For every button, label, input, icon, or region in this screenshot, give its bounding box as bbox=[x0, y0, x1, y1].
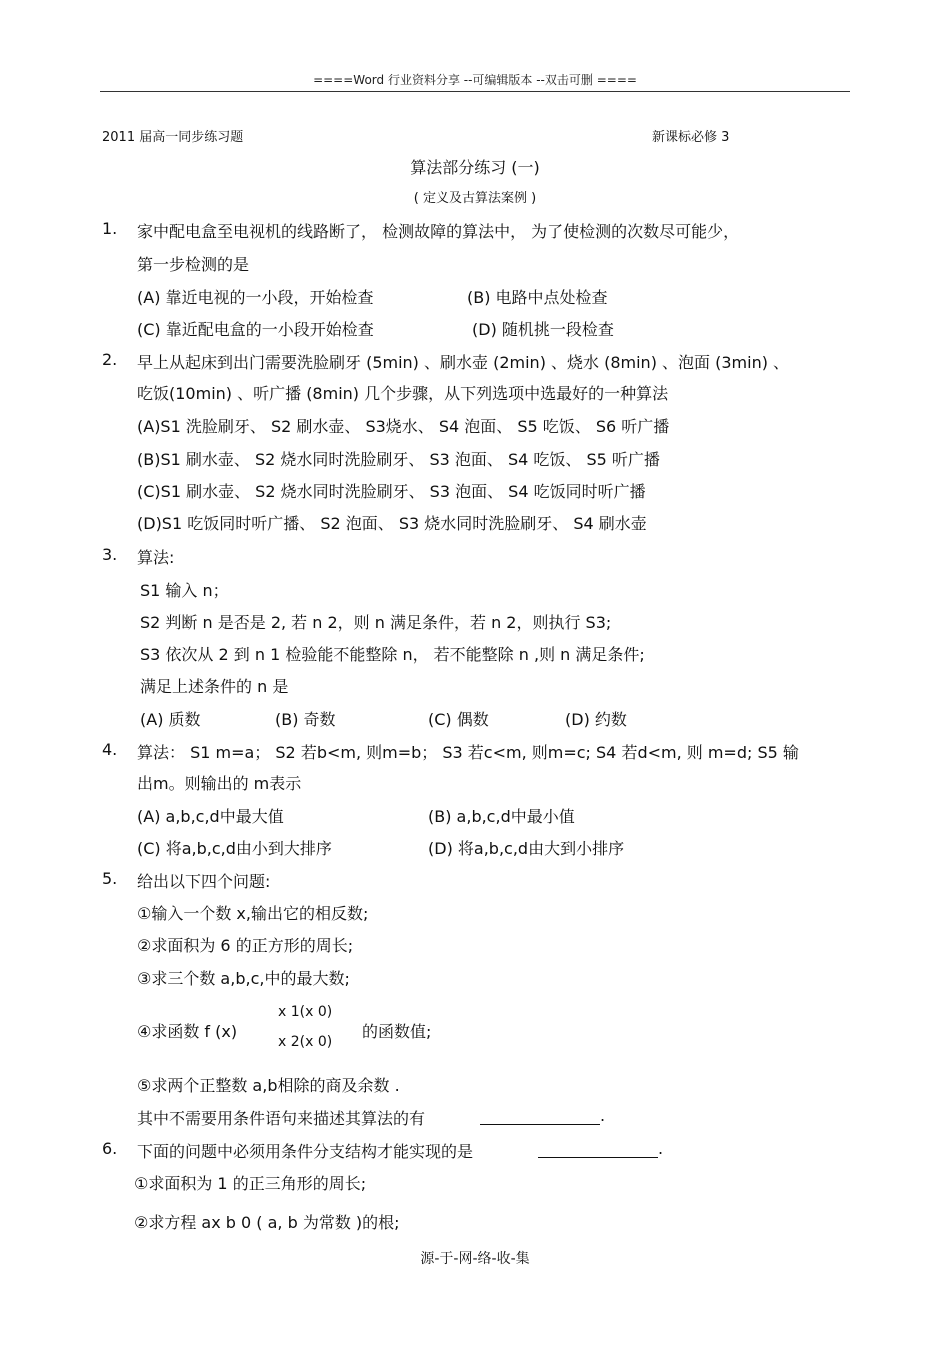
question-text: 满足上述条件的 n 是 bbox=[140, 677, 289, 696]
option-b: (B) 奇数 bbox=[275, 710, 336, 729]
question-text: 其中不需要用条件语句来描述其算法的有 bbox=[137, 1109, 426, 1128]
question-text: 给出以下四个问题: bbox=[137, 872, 271, 891]
period: . bbox=[658, 1139, 664, 1158]
option-d: (D) 将a,b,c,d由大到小排序 bbox=[428, 839, 625, 858]
question-number: 2. bbox=[102, 350, 118, 369]
question-text: 早上从起床到出门需要洗脸刷牙 (5min) 、刷水壶 (2min) 、烧水 (8min) 、泡面 (3min) 、 bbox=[137, 353, 790, 372]
algorithm-step: S2 判断 n 是否是 2, 若 n 2，则 n 满足条件，若 n 2，则执行 S3; bbox=[140, 613, 612, 632]
problem-item: 的函数值; bbox=[362, 1022, 432, 1041]
question-text: 算法： S1 m=a； S2 若b<m, 则m=b； S3 若c<m, 则m=c; S4 若d<m, 则 m=d; S5 输 bbox=[137, 743, 799, 762]
question-text: 吃饭(10min) 、听广播 (8min) 几个步骤，从下列选项中选最好的一种算法 bbox=[137, 384, 669, 403]
page-title: 算法部分练习 (一) bbox=[410, 158, 540, 177]
page-subtitle: ( 定义及古算法案例 ) bbox=[413, 191, 537, 206]
page-footer: 源-于-网-络-收-集 bbox=[420, 1251, 530, 1267]
problem-item: ③求三个数 a,b,c,中的最大数; bbox=[137, 969, 350, 988]
option-a: (A)S1 洗脸刷牙、 S2 刷水壶、 S3烧水、 S4 泡面、 S5 吃饭、 S6 听广播 bbox=[137, 417, 670, 436]
problem-item: ⑤求两个正整数 a,b相除的商及余数 . bbox=[137, 1076, 400, 1095]
page-header: ====Word 行业资料分享 --可编辑版本 --双击可删 ==== bbox=[313, 73, 637, 87]
option-c: (C) 偶数 bbox=[428, 710, 489, 729]
question-number: 6. bbox=[102, 1139, 118, 1158]
question-text: 算法: bbox=[137, 548, 175, 567]
option-b: (B)S1 刷水壶、 S2 烧水同时洗脸刷牙、 S3 泡面、 S4 吃饭、 S5 听广播 bbox=[137, 450, 660, 469]
question-number: 5. bbox=[102, 869, 118, 888]
problem-item: ①求面积为 1 的正三角形的周长; bbox=[134, 1174, 367, 1193]
piecewise-top: x 1(x 0) bbox=[278, 1004, 333, 1020]
header-divider bbox=[100, 91, 850, 92]
algorithm-step: S1 输入 n； bbox=[140, 581, 229, 600]
question-text: 出m。则输出的 m表示 bbox=[137, 774, 302, 793]
answer-blank[interactable] bbox=[538, 1139, 663, 1158]
question-text: 家中配电盒至电视机的线路断了， 检测故障的算法中， 为了使检测的次数尽可能少， bbox=[137, 222, 740, 241]
question-text: 第一步检测的是 bbox=[137, 255, 250, 274]
piecewise-bottom: x 2(x 0) bbox=[278, 1034, 333, 1050]
course-label: 2011 届高一同步练习题 bbox=[102, 130, 244, 145]
option-b: (B) 电路中点处检查 bbox=[467, 288, 608, 307]
question-text: 下面的问题中必须用条件分支结构才能实现的是 bbox=[137, 1142, 474, 1161]
option-c: (C) 靠近配电盒的一小段开始检查 bbox=[137, 320, 374, 339]
option-a: (A) 质数 bbox=[140, 710, 201, 729]
option-a: (A) a,b,c,d中最大值 bbox=[137, 807, 284, 826]
option-c: (C) 将a,b,c,d由小到大排序 bbox=[137, 839, 332, 858]
period: . bbox=[600, 1106, 606, 1125]
algorithm-step: S3 依次从 2 到 n 1 检验能不能整除 n， 若不能整除 n ,则 n 满足条件; bbox=[140, 645, 645, 664]
option-a: (A) 靠近电视的一小段，开始检查 bbox=[137, 288, 374, 307]
option-d: (D) 约数 bbox=[565, 710, 627, 729]
problem-item: ②求面积为 6 的正方形的周长; bbox=[137, 936, 354, 955]
option-d: (D)S1 吃饭同时听广播、 S2 泡面、 S3 烧水同时洗脸刷牙、 S4 刷水壶 bbox=[137, 514, 647, 533]
question-number: 1. bbox=[102, 219, 118, 238]
question-number: 4. bbox=[102, 740, 118, 759]
option-c: (C)S1 刷水壶、 S2 烧水同时洗脸刷牙、 S3 泡面、 S4 吃饭同时听广播 bbox=[137, 482, 646, 501]
answer-blank[interactable] bbox=[480, 1106, 605, 1125]
problem-item: ①输入一个数 x,输出它的相反数; bbox=[137, 904, 369, 923]
option-d: (D) 随机挑一段检查 bbox=[472, 320, 614, 339]
problem-item: ②求方程 ax b 0 ( a, b 为常数 )的根; bbox=[134, 1213, 400, 1232]
option-b: (B) a,b,c,d中最小值 bbox=[428, 807, 575, 826]
problem-item: ④求函数 f (x) bbox=[137, 1022, 238, 1041]
textbook-label: 新课标必修 3 bbox=[652, 130, 730, 145]
question-number: 3. bbox=[102, 545, 118, 564]
